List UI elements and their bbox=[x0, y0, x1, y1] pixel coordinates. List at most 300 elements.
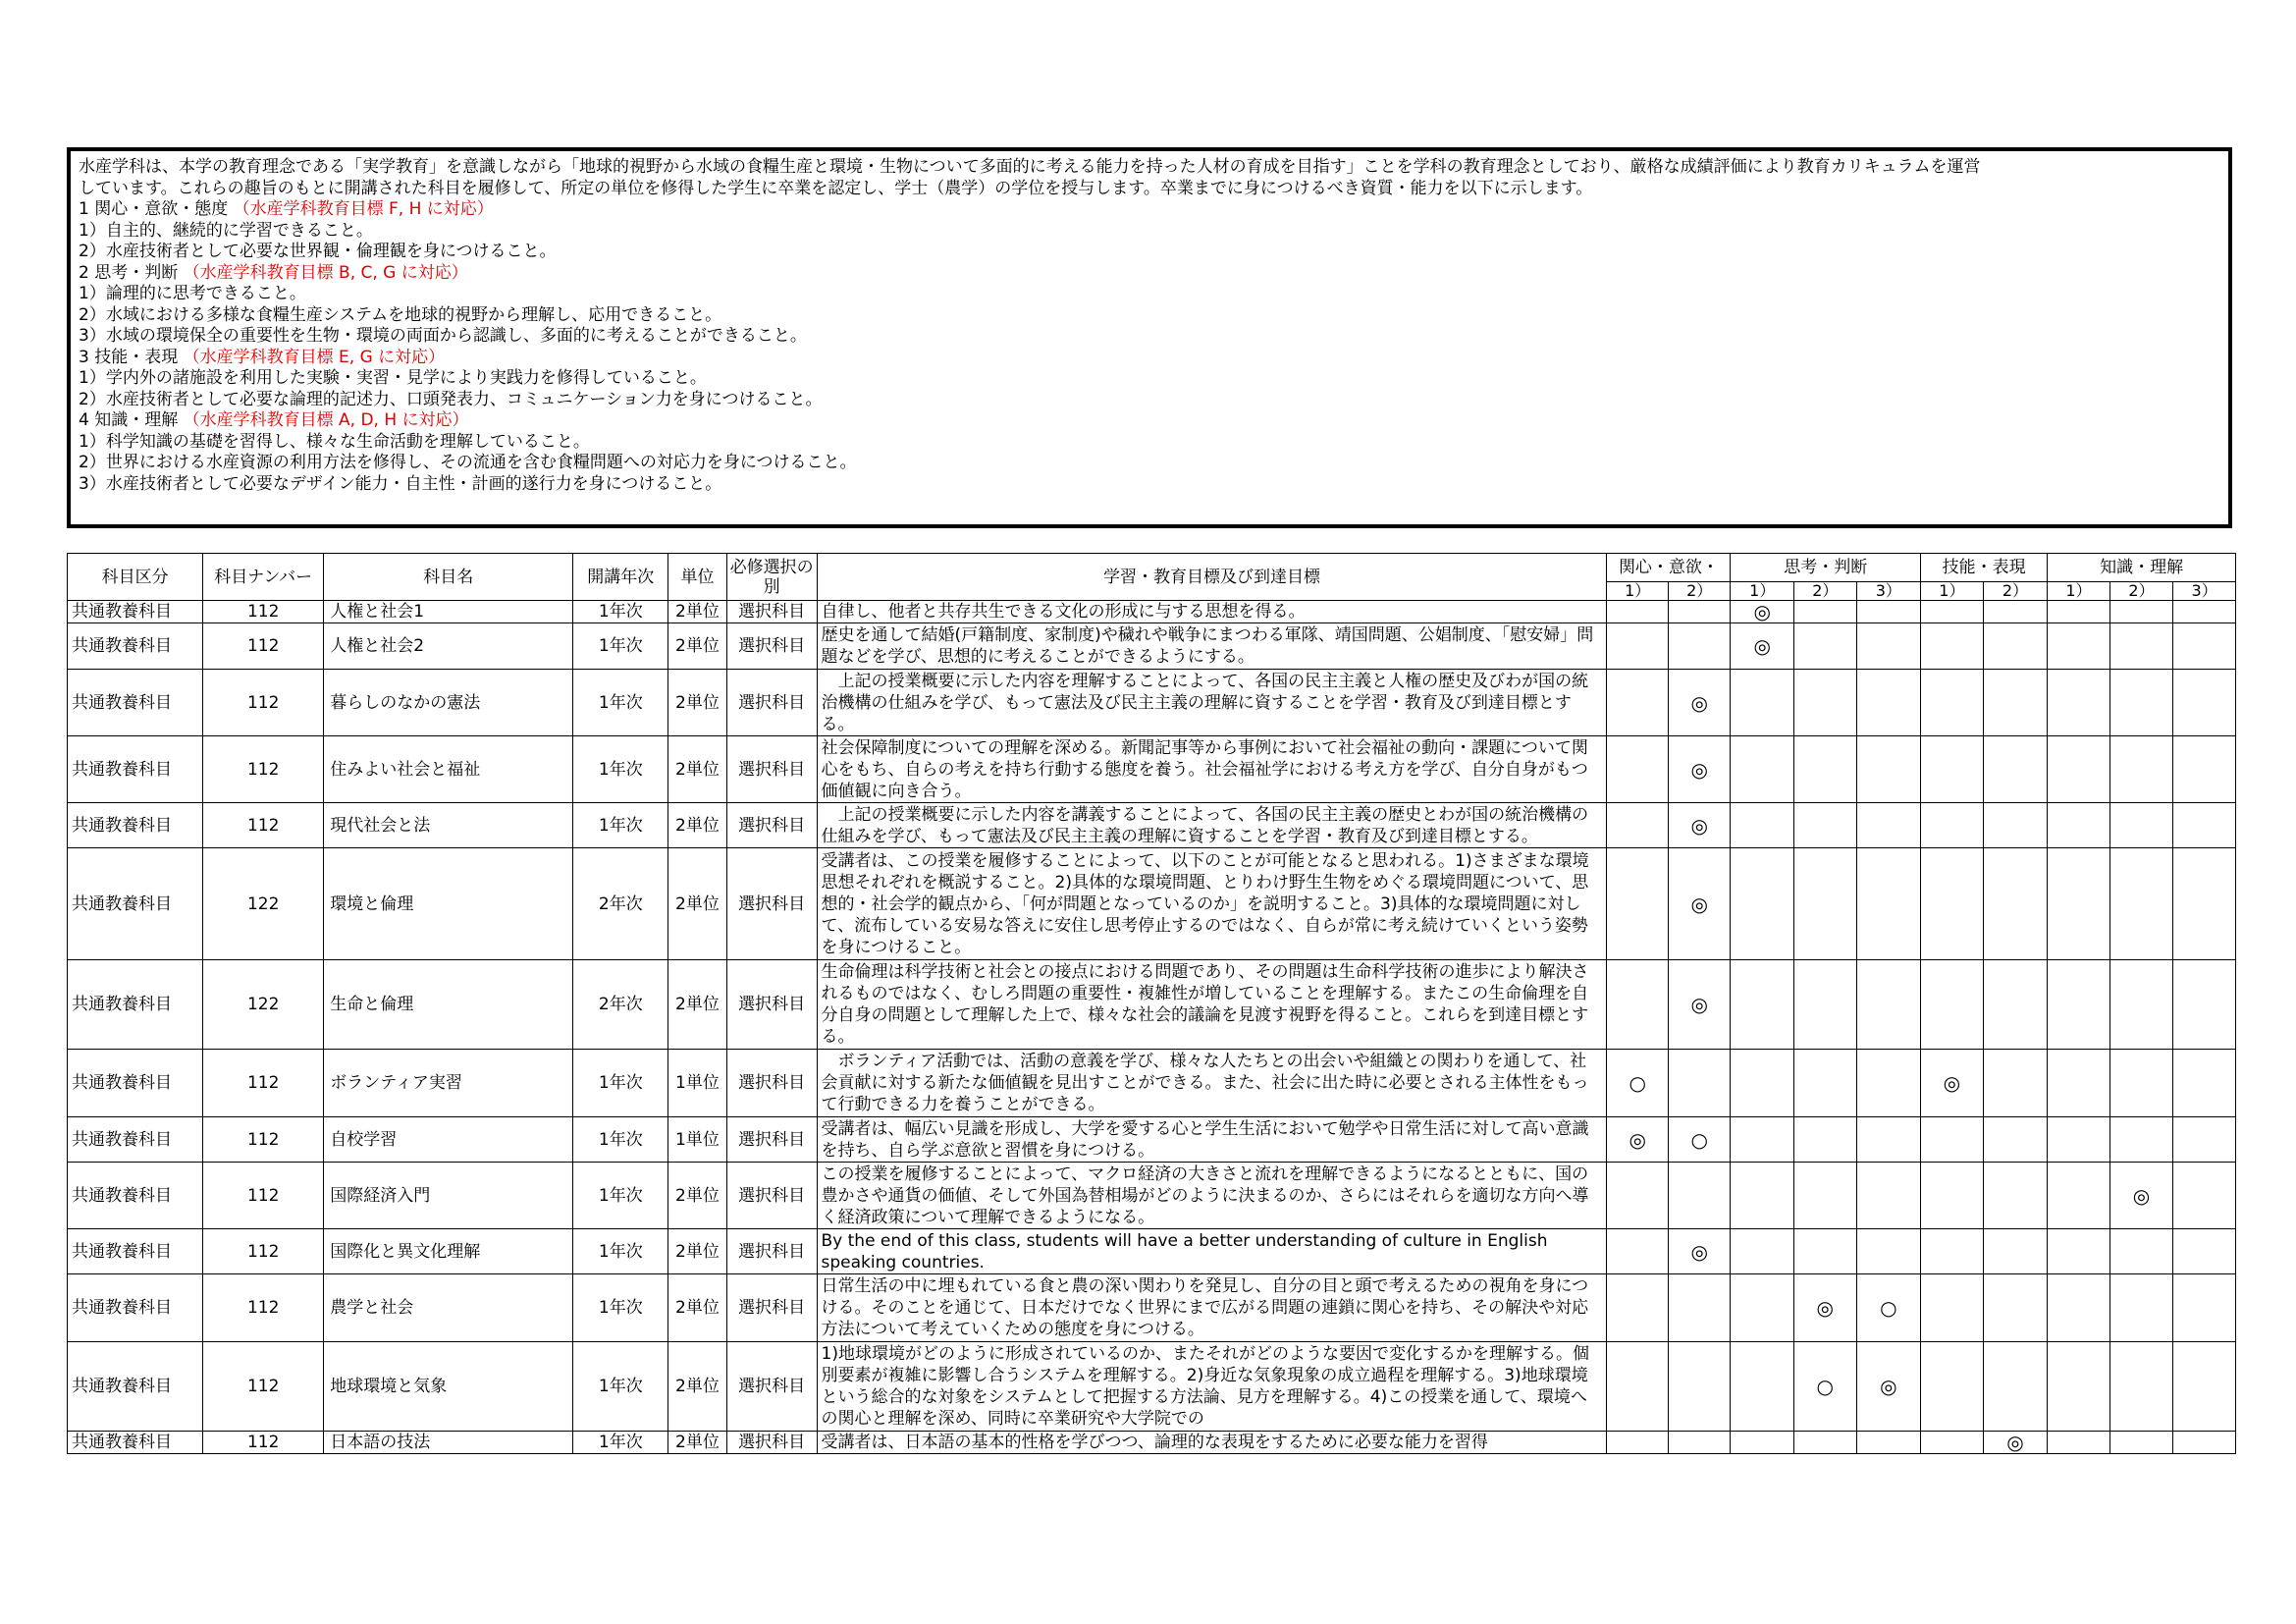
policy-text: 2）世界における水産資源の利用方法を修得し、その流通を含む食糧問題への対応力を身につけること。 bbox=[79, 453, 857, 472]
cell-name: 国際化と異文化理解 bbox=[324, 1229, 573, 1274]
mark-cell-1: ○ bbox=[1607, 1050, 1669, 1117]
mark-cell-9 bbox=[2109, 848, 2173, 960]
mark-cell-3 bbox=[1731, 960, 1794, 1050]
cell-units: 2単位 bbox=[668, 623, 727, 670]
policy-line bbox=[79, 242, 2220, 263]
policy-line bbox=[79, 368, 2220, 390]
mark-cell-8 bbox=[2048, 1274, 2110, 1342]
mark-cell-9 bbox=[2109, 1432, 2173, 1454]
table-row bbox=[68, 670, 2236, 736]
policy-target-note: （水産学科教育目標 E, G に対応） bbox=[183, 347, 446, 367]
mark-cell-5 bbox=[1856, 1229, 1921, 1274]
mark-cell-2 bbox=[1668, 1342, 1731, 1432]
mark-cell-1 bbox=[1607, 601, 1669, 623]
mark-cell-3 bbox=[1731, 670, 1794, 736]
mark-cell-3 bbox=[1731, 1432, 1794, 1454]
cell-goals bbox=[817, 848, 1607, 960]
mark-cell-6 bbox=[1921, 670, 1984, 736]
mark-cell-4 bbox=[1794, 1229, 1857, 1274]
curriculum-table bbox=[67, 553, 2236, 1454]
cell-year: 2年次 bbox=[573, 960, 668, 1050]
policy-text: 水産学科は、本学の教育理念である「実学教育」を意識しながら「地球的視野から水域の食糧生産と環境・生物について多面的に考える能力を持った人材の育成を目指す」ことを学科の教育理念としており、厳格な成績評価により教育カリキュラムを運営 bbox=[79, 157, 1981, 177]
header-number: 科目ナンバー bbox=[203, 554, 324, 601]
mark-cell-9 bbox=[2109, 1342, 2173, 1432]
cell-year: 1年次 bbox=[573, 1342, 668, 1432]
mark-cell-3 bbox=[1731, 1163, 1794, 1229]
cell-goals bbox=[817, 1163, 1607, 1229]
header-group-interest: 関心・意欲・ bbox=[1607, 554, 1731, 582]
mark-cell-8 bbox=[2048, 803, 2110, 848]
goals-text: ボランティア活動では、活動の意義を学び、様々な人たちとの出会いや組織との関わりを通して、社会貢献に対する新たな価値観を見出すことができる。また、社会に出た時に必要とされる主体性をもって行動できる力を養うことができる。 bbox=[821, 1052, 1589, 1114]
cell-year: 1年次 bbox=[573, 736, 668, 803]
mark-cell-10 bbox=[2173, 848, 2236, 960]
mark-cell-1 bbox=[1607, 1274, 1669, 1342]
cell-year: 1年次 bbox=[573, 1163, 668, 1229]
cell-number: 122 bbox=[203, 960, 324, 1050]
header-name: 科目名 bbox=[324, 554, 573, 601]
cell-year: 1年次 bbox=[573, 1432, 668, 1454]
goals-text: 受講者は、幅広い見識を形成し、大学を愛する心と学生生活において勉学や日常生活に対して高い意識を持ち、自ら学ぶ意欲と習慣を身につける。 bbox=[821, 1118, 1589, 1161]
mark-cell-3 bbox=[1731, 1229, 1794, 1274]
cell-required: 選択科目 bbox=[726, 601, 817, 623]
mark-cell-9 bbox=[2109, 960, 2173, 1050]
mark-cell-5 bbox=[1856, 960, 1921, 1050]
policy-target-note: （水産学科教育目標 F, H に対応） bbox=[233, 199, 494, 219]
policy-text: 2）水産技術者として必要な世界観・倫理観を身につけること。 bbox=[79, 242, 557, 261]
cell-number: 112 bbox=[203, 736, 324, 803]
mark-cell-3: ◎ bbox=[1731, 623, 1794, 670]
mark-cell-5: ◎ bbox=[1856, 1342, 1921, 1432]
mark-cell-4 bbox=[1794, 1432, 1857, 1454]
goals-text: 日常生活の中に埋もれている食と農の深い関わりを発見し、自分の目と頭で考えるための視角を身につける。そのことを通じて、日本だけでなく世界にまで広がる問題の連鎖に関心を持ち、その解決や対応方法について考えていくための態度を身につける。 bbox=[821, 1276, 1589, 1339]
policy-line bbox=[79, 474, 2220, 496]
cell-required: 選択科目 bbox=[726, 803, 817, 848]
mark-cell-2: ◎ bbox=[1668, 670, 1731, 736]
mark-cell-9 bbox=[2109, 803, 2173, 848]
mark-cell-3 bbox=[1731, 1050, 1794, 1117]
cell-required: 選択科目 bbox=[726, 1229, 817, 1274]
mark-cell-9 bbox=[2109, 670, 2173, 736]
mark-cell-2 bbox=[1668, 601, 1731, 623]
goals-text: 社会保障制度についての理解を深める。新聞記事等から事例において社会福祉の動向・課題について関心をもち、自らの考えを持ち行動する態度を養う。社会福祉学における考え方を学び、自分自身がもつ価値観に向き合う。 bbox=[821, 737, 1588, 801]
cell-units: 2単位 bbox=[668, 1342, 727, 1432]
mark-cell-4 bbox=[1794, 670, 1857, 736]
cell-name: 環境と倫理 bbox=[324, 848, 573, 960]
cell-goals bbox=[817, 1274, 1607, 1342]
policy-text: 3 技能・表現 bbox=[79, 347, 184, 367]
mark-cell-5: ○ bbox=[1856, 1274, 1921, 1342]
cell-number: 112 bbox=[203, 1274, 324, 1342]
cell-number: 112 bbox=[203, 1229, 324, 1274]
goals-text: 上記の授業概要に示した内容を理解することによって、各国の民主主義と人権の歴史及びわが国の統治機構の仕組みを学び、もって憲法及び民主主義の理解に資することを学習・教育及び到達目標とする。 bbox=[821, 671, 1589, 734]
cell-goals bbox=[817, 803, 1607, 848]
table-row bbox=[68, 601, 2236, 623]
cell-year: 1年次 bbox=[573, 623, 668, 670]
cell-number: 112 bbox=[203, 1342, 324, 1432]
cell-goals bbox=[817, 736, 1607, 803]
mark-cell-8 bbox=[2048, 848, 2110, 960]
cell-name: 日本語の技法 bbox=[324, 1432, 573, 1454]
goals-text: 生命倫理は科学技術と社会との接点における問題であり、その問題は生命科学技術の進歩により解決されるものではなく、むしろ問題の重要性・複雑性が増していることを理解する。またこの生命倫理を自分自身の問題として理解した上で、様々な社会的議論を見渡す視野を得ること。これらを到達目標とする。 bbox=[821, 962, 1589, 1047]
mark-cell-10 bbox=[2173, 601, 2236, 623]
mark-cell-6 bbox=[1921, 1163, 1984, 1229]
cell-number: 112 bbox=[203, 601, 324, 623]
policy-line bbox=[79, 348, 2220, 369]
policy-text: 2）水域における多様な食糧生産システムを地球的視野から理解し、応用できること。 bbox=[79, 304, 722, 325]
mark-cell-1: ◎ bbox=[1607, 1117, 1669, 1163]
mark-cell-7 bbox=[1983, 670, 2048, 736]
cell-name: 地球環境と気象 bbox=[324, 1342, 573, 1432]
mark-cell-2: ◎ bbox=[1668, 803, 1731, 848]
cell-units: 2単位 bbox=[668, 960, 727, 1050]
mark-cell-7 bbox=[1983, 1229, 2048, 1274]
header-sub-2: 2） bbox=[1668, 582, 1731, 601]
header-category: 科目区分 bbox=[68, 554, 203, 601]
mark-cell-3 bbox=[1731, 1117, 1794, 1163]
cell-required: 選択科目 bbox=[726, 623, 817, 670]
header-group-thinking: 思考・判断 bbox=[1731, 554, 1921, 582]
table-row bbox=[68, 960, 2236, 1050]
mark-cell-10 bbox=[2173, 1117, 2236, 1163]
cell-year: 1年次 bbox=[573, 1050, 668, 1117]
table-row bbox=[68, 1432, 2236, 1454]
cell-goals bbox=[817, 1050, 1607, 1117]
cell-goals bbox=[817, 623, 1607, 670]
mark-cell-9 bbox=[2109, 1050, 2173, 1117]
header-group-skills: 技能・表現 bbox=[1921, 554, 2048, 582]
mark-cell-3 bbox=[1731, 803, 1794, 848]
cell-required: 選択科目 bbox=[726, 848, 817, 960]
cell-category: 共通教養科目 bbox=[68, 960, 203, 1050]
mark-cell-5 bbox=[1856, 1432, 1921, 1454]
cell-name: 人権と社会1 bbox=[324, 601, 573, 623]
cell-category: 共通教養科目 bbox=[68, 736, 203, 803]
header-sub-8: 1） bbox=[2048, 582, 2110, 601]
mark-cell-9 bbox=[2109, 601, 2173, 623]
policy-text: 1）学内外の諸施設を利用した実験・実習・見学により実践力を修得していること。 bbox=[79, 368, 707, 388]
mark-cell-7 bbox=[1983, 736, 2048, 803]
mark-cell-3 bbox=[1731, 736, 1794, 803]
mark-cell-7 bbox=[1983, 848, 2048, 960]
mark-cell-9 bbox=[2109, 1117, 2173, 1163]
cell-units: 2単位 bbox=[668, 670, 727, 736]
cell-units: 1単位 bbox=[668, 1117, 727, 1163]
cell-category: 共通教養科目 bbox=[68, 1050, 203, 1117]
mark-cell-8 bbox=[2048, 960, 2110, 1050]
cell-goals bbox=[817, 601, 1607, 623]
mark-cell-1 bbox=[1607, 803, 1669, 848]
mark-cell-8 bbox=[2048, 1342, 2110, 1432]
mark-cell-8 bbox=[2048, 736, 2110, 803]
cell-required: 選択科目 bbox=[726, 960, 817, 1050]
goals-text: 上記の授業概要に示した内容を講義することによって、各国の民主主義の歴史とわが国の統治機構の仕組みを学び、もって憲法及び民主主義の理解に資することを学習・教育及び到達目標とする。 bbox=[821, 804, 1589, 846]
mark-cell-6 bbox=[1921, 601, 1984, 623]
mark-cell-10 bbox=[2173, 670, 2236, 736]
mark-cell-8 bbox=[2048, 1432, 2110, 1454]
cell-units: 2単位 bbox=[668, 736, 727, 803]
mark-cell-4 bbox=[1794, 1117, 1857, 1163]
mark-cell-6 bbox=[1921, 848, 1984, 960]
policy-line bbox=[79, 410, 2220, 432]
mark-cell-4 bbox=[1794, 803, 1857, 848]
goals-text: 受講者は、日本語の基本的性格を学びつつ、論理的な表現をするために必要な能力を習得 bbox=[821, 1433, 1488, 1452]
policy-text: 1 関心・意欲・態度 bbox=[79, 199, 234, 219]
header-goals: 学習・教育目標及び到達目標 bbox=[817, 554, 1607, 601]
mark-cell-3 bbox=[1731, 1274, 1794, 1342]
mark-cell-7: ◎ bbox=[1983, 1432, 2048, 1454]
mark-cell-10 bbox=[2173, 1163, 2236, 1229]
cell-goals bbox=[817, 670, 1607, 736]
cell-year: 1年次 bbox=[573, 670, 668, 736]
mark-cell-6 bbox=[1921, 803, 1984, 848]
mark-cell-5 bbox=[1856, 1117, 1921, 1163]
mark-cell-10 bbox=[2173, 736, 2236, 803]
cell-year: 1年次 bbox=[573, 1274, 668, 1342]
mark-cell-6 bbox=[1921, 1229, 1984, 1274]
mark-cell-4 bbox=[1794, 623, 1857, 670]
mark-cell-7 bbox=[1983, 1163, 2048, 1229]
policy-text: 1）自主的、継続的に学習できること。 bbox=[79, 220, 373, 241]
mark-cell-8 bbox=[2048, 623, 2110, 670]
cell-category: 共通教養科目 bbox=[68, 1163, 203, 1229]
header-sub-1: 1） bbox=[1607, 582, 1669, 601]
header-group-knowledge: 知識・理解 bbox=[2048, 554, 2236, 582]
policy-line bbox=[79, 199, 2220, 221]
mark-cell-2: ◎ bbox=[1668, 1229, 1731, 1274]
cell-number: 122 bbox=[203, 848, 324, 960]
mark-cell-9: ◎ bbox=[2109, 1163, 2173, 1229]
cell-category: 共通教養科目 bbox=[68, 1274, 203, 1342]
policy-line bbox=[79, 157, 2220, 179]
cell-required: 選択科目 bbox=[726, 1432, 817, 1454]
mark-cell-10 bbox=[2173, 1050, 2236, 1117]
mark-cell-4: ○ bbox=[1794, 1342, 1857, 1432]
cell-required: 選択科目 bbox=[726, 1117, 817, 1163]
cell-category: 共通教養科目 bbox=[68, 803, 203, 848]
policy-line bbox=[79, 326, 2220, 348]
mark-cell-3: ◎ bbox=[1731, 601, 1794, 623]
goals-text: 自律し、他者と共存共生できる文化の形成に与する思想を得る。 bbox=[821, 602, 1306, 622]
policy-text: しています。これらの趣旨のもとに開講された科目を履修して、所定の単位を修得した学生に卒業を認定し、学士（農学）の学位を授与します。卒業までに身につけるべき資質・能力を以下に示します。 bbox=[79, 178, 1593, 198]
mark-cell-2: ○ bbox=[1668, 1117, 1731, 1163]
cell-year: 1年次 bbox=[573, 601, 668, 623]
mark-cell-4 bbox=[1794, 960, 1857, 1050]
table-row bbox=[68, 736, 2236, 803]
mark-cell-5 bbox=[1856, 803, 1921, 848]
cell-required: 選択科目 bbox=[726, 736, 817, 803]
mark-cell-2: ◎ bbox=[1668, 848, 1731, 960]
cell-number: 112 bbox=[203, 670, 324, 736]
cell-number: 112 bbox=[203, 623, 324, 670]
mark-cell-2 bbox=[1668, 1163, 1731, 1229]
cell-goals bbox=[817, 960, 1607, 1050]
mark-cell-4 bbox=[1794, 848, 1857, 960]
mark-cell-1 bbox=[1607, 960, 1669, 1050]
policy-text: 2 思考・判断 bbox=[79, 262, 184, 283]
policy-target-note: （水産学科教育目標 A, D, H に対応） bbox=[183, 410, 469, 430]
mark-cell-10 bbox=[2173, 623, 2236, 670]
mark-cell-1 bbox=[1607, 670, 1669, 736]
cell-name: 自校学習 bbox=[324, 1117, 573, 1163]
mark-cell-6 bbox=[1921, 1117, 1984, 1163]
policy-line bbox=[79, 263, 2220, 285]
header-sub-4: 2） bbox=[1794, 582, 1857, 601]
policy-target-note: （水産学科教育目標 B, C, G に対応） bbox=[183, 262, 468, 283]
mark-cell-7 bbox=[1983, 960, 2048, 1050]
table-row bbox=[68, 1117, 2236, 1163]
policy-line bbox=[79, 284, 2220, 305]
header-sub-7: 2） bbox=[1983, 582, 2048, 601]
mark-cell-6 bbox=[1921, 960, 1984, 1050]
mark-cell-2: ◎ bbox=[1668, 960, 1731, 1050]
mark-cell-10 bbox=[2173, 1274, 2236, 1342]
cell-units: 2単位 bbox=[668, 601, 727, 623]
mark-cell-3 bbox=[1731, 848, 1794, 960]
mark-cell-5 bbox=[1856, 1050, 1921, 1117]
table-row bbox=[68, 1229, 2236, 1274]
cell-name: 現代社会と法 bbox=[324, 803, 573, 848]
mark-cell-7 bbox=[1983, 1342, 2048, 1432]
mark-cell-9 bbox=[2109, 623, 2173, 670]
mark-cell-1 bbox=[1607, 1432, 1669, 1454]
cell-year: 1年次 bbox=[573, 1117, 668, 1163]
cell-number: 112 bbox=[203, 1163, 324, 1229]
table-row bbox=[68, 1163, 2236, 1229]
mark-cell-9 bbox=[2109, 1274, 2173, 1342]
mark-cell-5 bbox=[1856, 736, 1921, 803]
table-row bbox=[68, 623, 2236, 670]
mark-cell-6 bbox=[1921, 1274, 1984, 1342]
cell-category: 共通教養科目 bbox=[68, 1432, 203, 1454]
policy-line bbox=[79, 179, 2220, 200]
mark-cell-2: ◎ bbox=[1668, 736, 1731, 803]
header-sub-9: 2） bbox=[2109, 582, 2173, 601]
mark-cell-1 bbox=[1607, 1342, 1669, 1432]
header-units: 単位 bbox=[668, 554, 727, 601]
mark-cell-10 bbox=[2173, 1229, 2236, 1274]
mark-cell-10 bbox=[2173, 1432, 2236, 1454]
mark-cell-6 bbox=[1921, 1342, 1984, 1432]
header-sub-6: 1） bbox=[1921, 582, 1984, 601]
mark-cell-4 bbox=[1794, 1050, 1857, 1117]
cell-category: 共通教養科目 bbox=[68, 848, 203, 960]
mark-cell-5 bbox=[1856, 623, 1921, 670]
mark-cell-2 bbox=[1668, 1432, 1731, 1454]
mark-cell-4 bbox=[1794, 601, 1857, 623]
cell-units: 2単位 bbox=[668, 1432, 727, 1454]
cell-number: 112 bbox=[203, 803, 324, 848]
policy-text: 1）論理的に思考できること。 bbox=[79, 284, 306, 303]
policy-line bbox=[79, 453, 2220, 474]
mark-cell-10 bbox=[2173, 803, 2236, 848]
cell-name: 国際経済入門 bbox=[324, 1163, 573, 1229]
mark-cell-1 bbox=[1607, 1229, 1669, 1274]
cell-units: 1単位 bbox=[668, 1050, 727, 1117]
mark-cell-10 bbox=[2173, 960, 2236, 1050]
cell-year: 1年次 bbox=[573, 1229, 668, 1274]
table-row bbox=[68, 1274, 2236, 1342]
mark-cell-7 bbox=[1983, 623, 2048, 670]
mark-cell-2 bbox=[1668, 623, 1731, 670]
cell-year: 1年次 bbox=[573, 803, 668, 848]
mark-cell-9 bbox=[2109, 1229, 2173, 1274]
mark-cell-5 bbox=[1856, 601, 1921, 623]
cell-name: 人権と社会2 bbox=[324, 623, 573, 670]
mark-cell-6 bbox=[1921, 736, 1984, 803]
table-row bbox=[68, 848, 2236, 960]
goals-text: 受講者は、この授業を履修することによって、以下のことが可能となると思われる。1)さまざまな環境思想それぞれを概説すること。2)具体的な環境問題、とりわけ野生生物をめぐる環境問題について、思想的・社会学的観点から、「何が問題となっているのか」を説明すること。3)具体的な環境問題に対して、流布している安易な答えに安住し思考停止するのではなく、自らが常に考え続けていくという姿勢を身につけること。 bbox=[821, 850, 1589, 957]
cell-goals bbox=[817, 1342, 1607, 1432]
mark-cell-8 bbox=[2048, 601, 2110, 623]
cell-units: 2単位 bbox=[668, 1163, 727, 1229]
cell-category: 共通教養科目 bbox=[68, 601, 203, 623]
cell-number: 112 bbox=[203, 1050, 324, 1117]
mark-cell-2 bbox=[1668, 1274, 1731, 1342]
cell-goals bbox=[817, 1117, 1607, 1163]
cell-number: 112 bbox=[203, 1432, 324, 1454]
cell-required: 選択科目 bbox=[726, 670, 817, 736]
table-row bbox=[68, 803, 2236, 848]
cell-units: 2単位 bbox=[668, 1274, 727, 1342]
mark-cell-4 bbox=[1794, 736, 1857, 803]
goals-text: By the end of this class, students will have a better understanding of culture in English speaking countries. bbox=[821, 1230, 1548, 1272]
mark-cell-7 bbox=[1983, 1274, 2048, 1342]
mark-cell-3 bbox=[1731, 1342, 1794, 1432]
mark-cell-1 bbox=[1607, 736, 1669, 803]
mark-cell-4 bbox=[1794, 1163, 1857, 1229]
policy-text: 4 知識・理解 bbox=[79, 410, 184, 430]
cell-required: 選択科目 bbox=[726, 1050, 817, 1117]
cell-category: 共通教養科目 bbox=[68, 670, 203, 736]
mark-cell-8 bbox=[2048, 1117, 2110, 1163]
goals-text: この授業を履修することによって、マクロ経済の大きさと流れを理解できるようになるとともに、国の豊かさや通貨の価値、そして外国為替相場がどのように決まるのか、さらにはそれらを適切な方向へ導く経済政策について理解できるようになる。 bbox=[821, 1164, 1589, 1227]
policy-text: 3）水産技術者として必要なデザイン能力・自主性・計画的遂行力を身につけること。 bbox=[79, 473, 722, 494]
cell-name: 生命と倫理 bbox=[324, 960, 573, 1050]
header-required: 必修選択の別 bbox=[726, 554, 817, 601]
mark-cell-5 bbox=[1856, 848, 1921, 960]
mark-cell-2 bbox=[1668, 1050, 1731, 1117]
mark-cell-7 bbox=[1983, 803, 2048, 848]
cell-year: 2年次 bbox=[573, 848, 668, 960]
cell-name: 農学と社会 bbox=[324, 1274, 573, 1342]
cell-name: 住みよい社会と福祉 bbox=[324, 736, 573, 803]
mark-cell-10 bbox=[2173, 1342, 2236, 1432]
mark-cell-8 bbox=[2048, 670, 2110, 736]
mark-cell-5 bbox=[1856, 1163, 1921, 1229]
mark-cell-7 bbox=[1983, 601, 2048, 623]
mark-cell-6 bbox=[1921, 1432, 1984, 1454]
mark-cell-1 bbox=[1607, 848, 1669, 960]
header-sub-5: 3） bbox=[1856, 582, 1921, 601]
mark-cell-7 bbox=[1983, 1050, 2048, 1117]
mark-cell-8 bbox=[2048, 1229, 2110, 1274]
cell-name: ボランティア実習 bbox=[324, 1050, 573, 1117]
mark-cell-6: ◎ bbox=[1921, 1050, 1984, 1117]
mark-cell-8 bbox=[2048, 1163, 2110, 1229]
cell-goals bbox=[817, 1432, 1607, 1454]
policy-line bbox=[79, 221, 2220, 243]
cell-goals bbox=[817, 1229, 1607, 1274]
mark-cell-5 bbox=[1856, 670, 1921, 736]
policy-line bbox=[79, 390, 2220, 411]
curriculum-policy-box bbox=[67, 147, 2232, 528]
policy-text: 2）水産技術者として必要な論理的記述力、口頭発表力、コミュニケーション力を身につけること。 bbox=[79, 389, 823, 409]
policy-line bbox=[79, 432, 2220, 454]
cell-category: 共通教養科目 bbox=[68, 1117, 203, 1163]
table-row bbox=[68, 1342, 2236, 1432]
cell-units: 2単位 bbox=[668, 803, 727, 848]
cell-number: 112 bbox=[203, 1117, 324, 1163]
